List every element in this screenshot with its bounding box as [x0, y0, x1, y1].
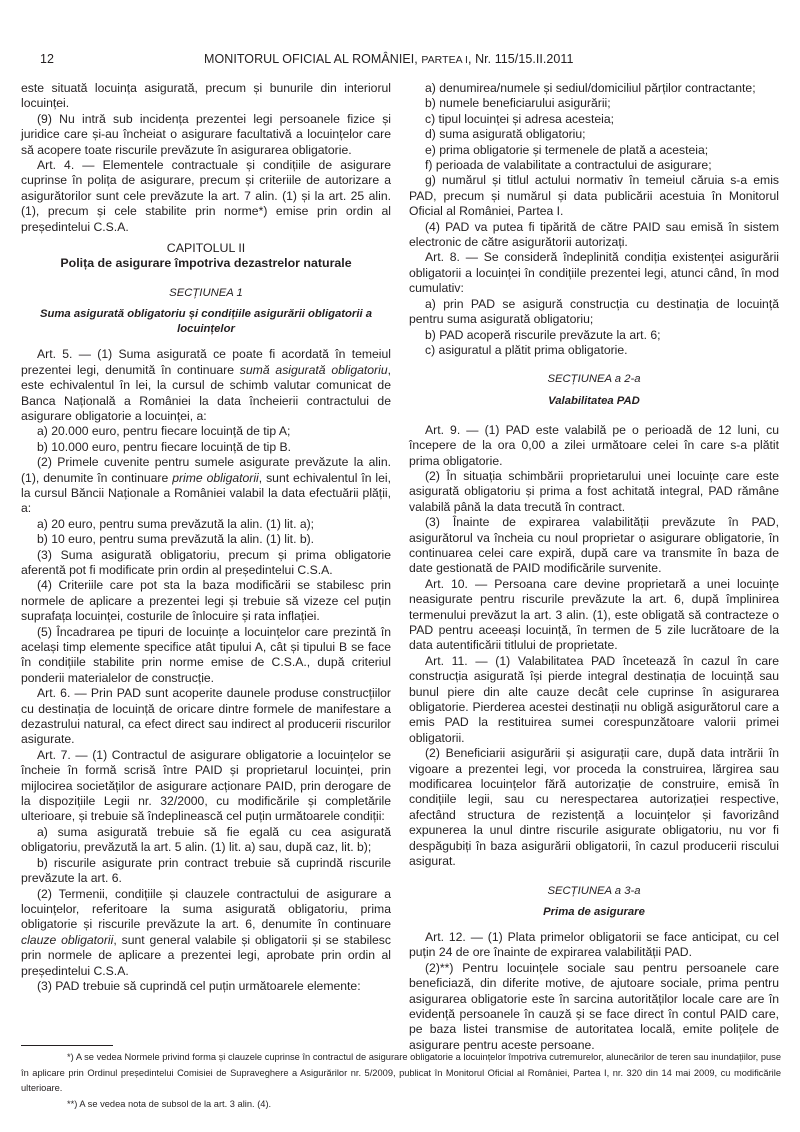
- paragraph: (4) PAD va putea fi tipărită de către PAID sau emisă în sistem electronic de către asigurătorii autorizați.: [409, 219, 779, 250]
- page-header: [0, 52, 800, 70]
- publication-name: MONITORUL OFICIAL AL ROMÂNIEI,: [204, 52, 422, 66]
- publication-title: [204, 52, 574, 66]
- list-item: a) 20 euro, pentru suma prevăzută la alin. (1) lit. a);: [37, 516, 315, 531]
- article-5-text: Art. 5. — (1) Suma asigurată ce poate fi acordată în temeiul prezentei legi, denumită în continuare: [21, 347, 391, 377]
- article-11: Art. 11. — (1) Valabilitatea PAD încetează în cazul în care construcția asigurată își pierde integral destinația de locuință sau bunul piere din alte cauze decât cele cuprinse în asigurarea obligatorie. Pierderea acestei destinații nu obligă asigurătorul care a emis PAD la restituirea sumei corespunzătoare valorii primei obligatorii.: [409, 653, 779, 745]
- section-heading: SECȚIUNEA a 2-a: [547, 373, 641, 386]
- paragraph: este situată locuința asigurată, precum și bunurile din interiorul locuinței.: [21, 81, 391, 111]
- chapter-heading: CAPITOLUL II: [166, 241, 246, 256]
- list-item: b) numele beneficiarului asigurării;: [425, 96, 611, 111]
- article-5: [21, 347, 391, 424]
- section-heading: SECȚIUNEA 1: [169, 286, 243, 299]
- list-item: e) prima obligatorie și termenele de plată a acesteia;: [425, 142, 709, 157]
- article-6: Art. 6. — Prin PAD sunt acoperite daunele produse construcțiilor cu destinația de locuință de oricare dintre formele de manifestare a dezastrului natural, ca efect direct sau indirect al producerii riscurilor asigurate.: [21, 686, 391, 747]
- list-item: b) riscurile asigurate prin contract trebuie să cuprindă riscurile prevăzute la art. 6.: [21, 855, 391, 886]
- term-suma-asigurata: sumă asigurată obligatoriu: [239, 362, 388, 377]
- list-item: f) perioada de valabilitate a contractului de asigurare;: [425, 158, 712, 173]
- section-title: Suma asigurată obligatoriu și condițiile asigurării obligatorii a locuințelor: [39, 308, 373, 336]
- article-9: Art. 9. — (1) PAD este valabilă pe o perioadă de 12 luni, cu începere de la ora 0,00 a zilei următoare celei în care s-a plătit prima obligatorie.: [409, 422, 779, 468]
- publication-issue: , Nr. 115/15.II.2011: [468, 52, 574, 66]
- section-title: Valabilitatea PAD: [548, 394, 640, 407]
- publication-part: PARTEA I: [421, 54, 469, 66]
- list-item: b) PAD acoperă riscurile prevăzute la art. 6;: [425, 327, 661, 342]
- list-item: c) asiguratul a plătit prima obligatorie.: [425, 342, 628, 357]
- paragraph-text: (2) Primele cuvenite pentru sumele asigurate prevăzute la alin. (1), denumite în continuare: [21, 455, 391, 485]
- article-5-text-cont: , este echivalentul în lei, la cursul de schimb valutar comunicat de Banca Națională a României la data încheierii contractului de asigurare obligatorie a locuinței, a:: [21, 362, 391, 423]
- article-4: Art. 4. — Elementele contractuale și condițiile de asigurare cuprinse în polița de asigurare, precum și criteriile de autorizare a asigurătorilor sunt cele prevăzute la art. 7 alin. (1) și la art. 25 alin. (1), precum și cele stabilite prin norme*) emise prin ordin al președintelui C.S.A.: [21, 158, 391, 234]
- article-8: Art. 8. — Se consideră îndeplinită condiția existenței asigurării obligatorii a locuinței în condițiile prezentei legi, atunci când, în mod cumulativ:: [409, 250, 779, 296]
- term-prime-obligatorii: prime obligatorii: [172, 470, 259, 485]
- left-column: [21, 81, 391, 994]
- paragraph: (4) Criteriile care pot sta la baza modificării se stabilesc prin normele de aplicare a prezentei legi și trebuie să vizeze cel puțin suprafața locuinței, costurile de înlocuire și rata inflației.: [21, 578, 391, 624]
- paragraph-text-cont: , sunt general valabile și obligatorii și se stabilesc prin normele de aplicare a prezentei legi, aprobate prin ordin al președintelui C.S.A.: [21, 932, 391, 978]
- list-item: a) prin PAD se asigură construcția cu destinația de locuință pentru suma asigurată obligatoriu;: [409, 296, 779, 327]
- term-clauze-obligatorii: clauze obligatorii: [21, 932, 114, 947]
- article-12: Art. 12. — (1) Plata primelor obligatorii se face anticipat, cu cel puțin 24 de ore înainte de expirarea valabilității PAD.: [409, 929, 779, 960]
- article-7: Art. 7. — (1) Contractul de asigurare obligatorie a locuințelor se încheie în formă scrisă între PAID și proprietarul locuinței, prin mijlocirea societăților de asigurare acționare PAID, prin derogare de la dispozițiile Legii nr. 32/2000, cu modificările și completările ulterioare, și trebuie să îndeplinească cel puțin următoarele condiții:: [21, 747, 391, 824]
- footnote-divider: [21, 1045, 113, 1046]
- paragraph: (3) PAD trebuie să cuprindă cel puțin următoarele elemente:: [37, 978, 361, 993]
- list-item: b) 10 euro, pentru suma prevăzută la alin. (1) lit. b).: [37, 532, 315, 547]
- footnote: **) A se vedea nota de subsol de la art. 3 alin. (4).: [67, 1098, 272, 1109]
- footnotes: [21, 1050, 781, 1112]
- paragraph: [21, 455, 391, 517]
- footnote: *) A se vedea Normele privind forma și clauzele cuprinse în contractul de asigurare obligatorie a locuințelor împotriva cutremurelor, alunecărilor de teren sau inundațiilor, puse în aplicare prin Ordinul președintelui Comisiei de Supraveghere a Asigurărilor nr. 5/2009, publicat în Monitorul Oficial al României, Partea I, nr. 320 din 14 mai 2009, cu modificările ulterioare.: [21, 1052, 781, 1093]
- paragraph-text-cont: , sunt echivalentul în lei, la cursul Băncii Naționale a României valabil la data efectuării plății, a:: [21, 470, 392, 516]
- list-item: b) 10.000 euro, pentru fiecare locuință de tip B.: [37, 439, 292, 454]
- list-item: c) tipul locuinței și adresa acesteia;: [425, 111, 615, 126]
- right-column: [409, 81, 779, 1053]
- list-item: a) suma asigurată trebuie să fie egală cu cea asigurată obligatoriu, prevăzută la art. 5 alin. (1) lit. a) sau, după caz, lit. b);: [21, 824, 391, 855]
- article-10: Art. 10. — Persoana care devine proprietară a unei locuințe neasigurate pentru riscurile prevăzute la art. 6, după împlinirea termenului prevăzut la art. 3 alin. (1), este obligată să contracteze o PAD pentru aceeași locuință, în termen de 5 zile lucrătoare de la data autentificării titlului de proprietate.: [409, 576, 779, 653]
- list-item: a) 20.000 euro, pentru fiecare locuință de tip A;: [37, 424, 291, 439]
- paragraph: (3) Înainte de expirarea valabilității prevăzute în PAD, asigurătorul va încheia cu noul proprietar o asigurare obligatorie, în continuarea celei care expiră, după care va transmite în baza de date gestionată de PAID modificările survenite.: [409, 515, 779, 576]
- paragraph: (5) Încadrarea pe tipuri de locuințe a locuințelor care prezintă în același timp elemente specifice atât tipului A, cât și tipului B se face în condițiile stabilite prin norme emise de C.S.A., după criteriul ponderii materialelor de construcție.: [21, 624, 391, 685]
- section-title: Prima de asigurare: [543, 905, 645, 918]
- paragraph-text: (2) Termenii, condițiile și clauzele contractului de asigurare a locuințelor, referitoare la suma asigurată obligatoriu, prima obligatorie și riscurile prevăzute la art. 6, denumite în continuare: [21, 886, 391, 932]
- paragraph: (2) În situația schimbării proprietarului unei locuințe care este asigurată obligatoriu și prima a fost achitată integral, PAD rămâne valabilă până la data trecută în contract.: [409, 468, 779, 514]
- page-number: 12: [40, 52, 54, 66]
- paragraph: (2)**) Pentru locuințele sociale sau pentru persoanele care beneficiază, din diferite motive, de ajutoare sociale, prima pentru asigurarea obligatorie este în sarcina autorităților locale care are în evidență persoanele în cauză și se face direct în contul PAID care, pe baza listei transmise de autoritatea locală, emite polițele de asigurare pentru aceste persoane.: [409, 960, 779, 1052]
- list-item: g) numărul și titlul actului normativ în temeiul căruia s-a emis PAD, precum și numărul și data publicării acestuia în Monitorul Oficial al României, Partea I.: [409, 173, 779, 219]
- paragraph: (2) Beneficiarii asigurării și asigurații care, după data intrării în vigoare a prezentei legi, vor proceda la construirea, lărgirea sau modificarea locuințelor fără autorizație de construire, emisă în condițiile legii, sau cu nerespectarea autorizației respective, afectând structura de rezistență a locuințelor și favorizând expunerea la unul dintre riscurile asigurate obligatoriu, nu vor fi despăgubiți în baza asigurării obligatorii, în cazul producerii riscului asigurat.: [409, 746, 779, 869]
- list-item: d) suma asigurată obligatoriu;: [425, 127, 586, 142]
- chapter-title: Polița de asigurare împotriva dezastrelor naturale: [60, 256, 352, 271]
- paragraph: [21, 887, 391, 979]
- paragraph: (3) Suma asigurată obligatoriu, precum și prima obligatorie aferentă pot fi modificate prin ordin al președintelui C.S.A.: [21, 547, 391, 577]
- paragraph: (9) Nu intră sub incidența prezentei legi persoanele fizice și juridice care și-au încheiat o asigurare facultativă a locuințelor care să acopere toate riscurile prevăzute în asigurarea obligatorie.: [21, 111, 391, 157]
- list-item: a) denumirea/numele și sediul/domiciliul părților contractante;: [425, 81, 756, 95]
- section-heading: SECȚIUNEA a 3-a: [547, 884, 641, 897]
